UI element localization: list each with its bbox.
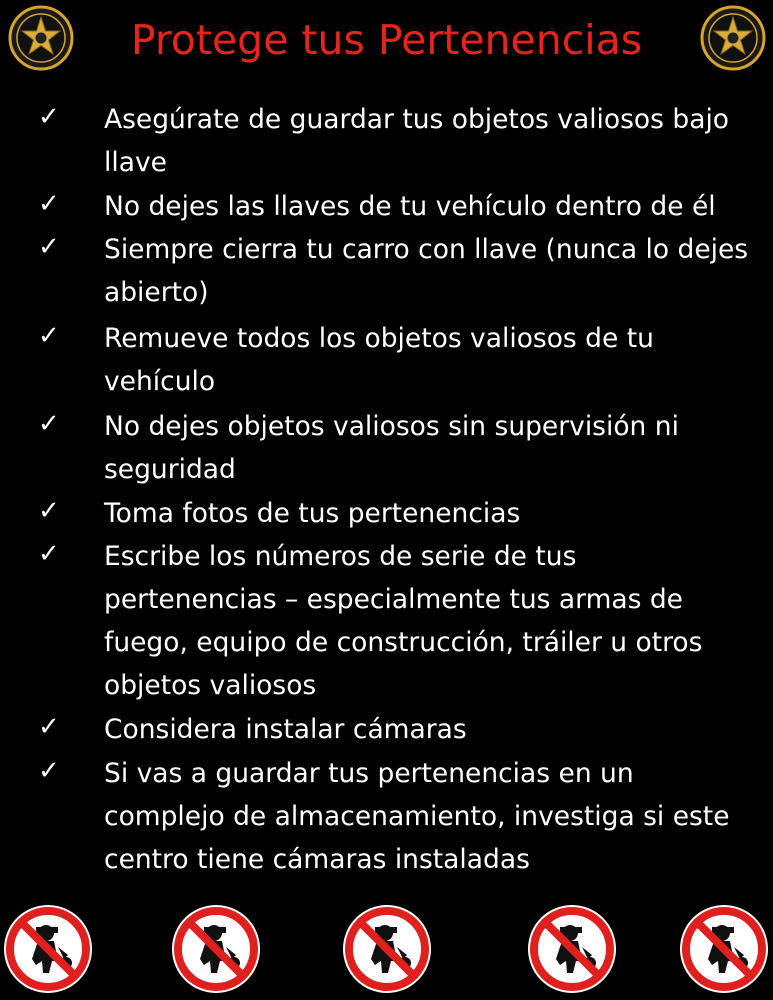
check-icon: ✓ — [38, 756, 60, 786]
check-icon: ✓ — [38, 102, 60, 132]
check-icon: ✓ — [38, 712, 60, 742]
page-title: Protege tus Pertenencias — [130, 16, 643, 64]
no-thief-icon — [526, 903, 618, 995]
tip-text: Considera instalar cámaras — [104, 714, 467, 745]
check-icon: ✓ — [38, 232, 60, 262]
tip-text: No dejes objetos valiosos sin supervisión ni seguridad — [104, 411, 679, 485]
sheriff-badge-right — [700, 5, 766, 71]
tip-text: Si vas a guardar tus pertenencias en un complejo de almacenamiento, investiga si este centro tiene cámaras instaladas — [104, 758, 730, 875]
no-thief-icon — [341, 903, 433, 995]
footer-icons — [0, 903, 773, 998]
no-thief-icon — [2, 903, 94, 995]
check-icon: ✓ — [38, 409, 60, 439]
check-icon: ✓ — [38, 539, 60, 569]
sheriff-badge-left — [8, 5, 74, 71]
no-thief-icon — [170, 903, 262, 995]
check-icon: ✓ — [38, 321, 60, 351]
tip-text: Toma fotos de tus pertenencias — [104, 498, 521, 529]
no-thief-icon — [678, 903, 770, 995]
tip-text: Remueve todos los objetos valiosos de tu vehículo — [104, 323, 654, 397]
tip-text: Asegúrate de guardar tus objetos valiosos bajo llave — [104, 104, 730, 178]
tip-text: Escribe los números de serie de tus pertenencias – especialmente tus armas de fuego, equipo de construcción, tráiler u otros objetos valiosos — [104, 541, 703, 701]
sheriff-star-badge-icon — [700, 5, 766, 71]
tip-text: Siempre cierra tu carro con llave (nunca lo dejes abierto) — [104, 234, 749, 308]
sheriff-star-badge-icon — [8, 5, 74, 71]
check-icon: ✓ — [38, 496, 60, 526]
header — [0, 0, 773, 88]
tip-text: No dejes las llaves de tu vehículo dentro de él — [104, 191, 716, 222]
check-icon: ✓ — [38, 189, 60, 219]
